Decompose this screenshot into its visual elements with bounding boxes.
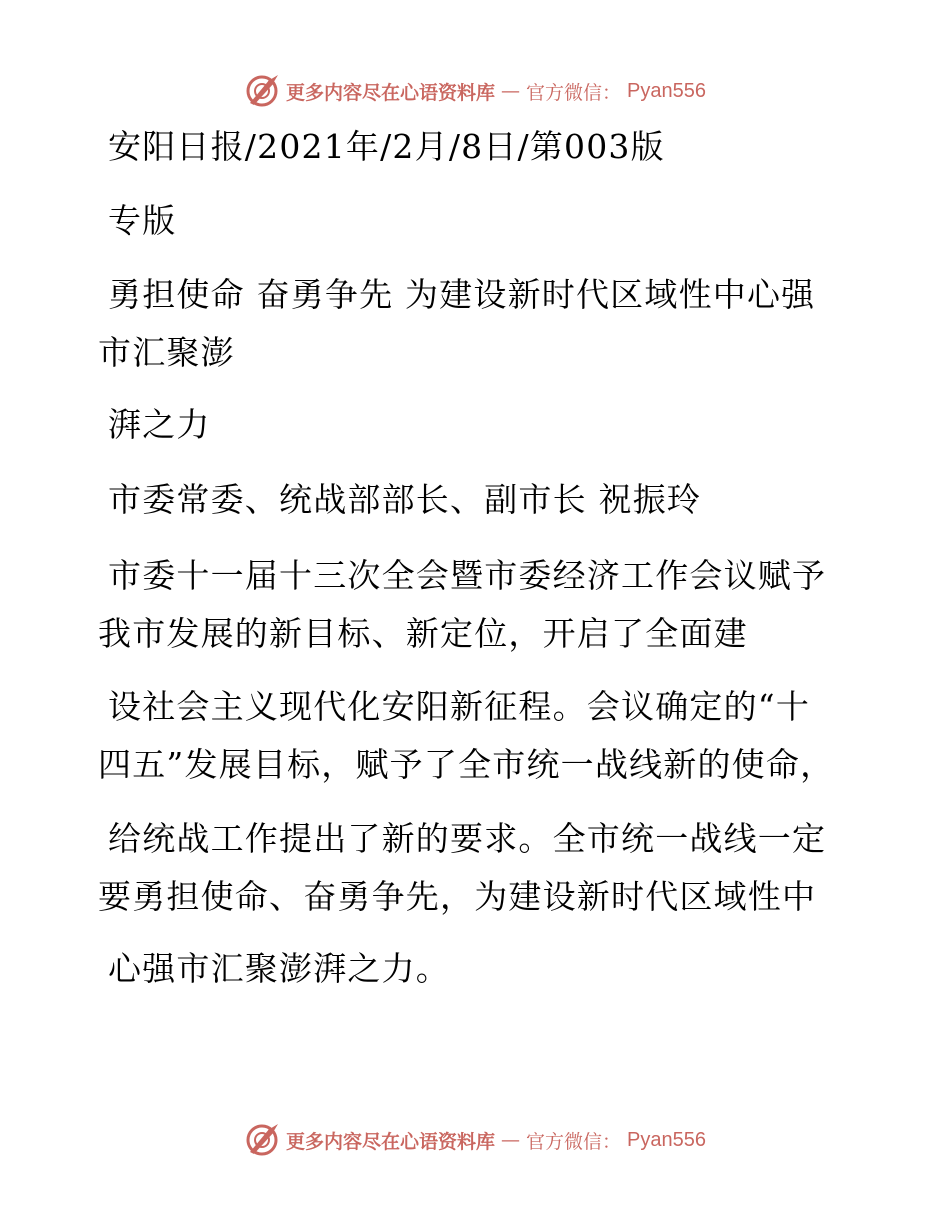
body-line-1: 市委十一届十三次全会暨市委经济工作会议赋予 (108, 556, 827, 595)
body-line-5: 给统战工作提出了新的要求。全市统一战线一定 (108, 819, 827, 858)
watermark-text: 更多内容尽在心语资料库 (286, 1130, 496, 1153)
watermark-text: 更多内容尽在心语资料库 (286, 81, 496, 104)
body-line-7: 心强市汇聚澎湃之力。 (108, 949, 450, 988)
watermark-footer (0, 1120, 950, 1160)
body-line-4: 四五”发展目标，赋予了全市统一战线新的使命， (98, 745, 835, 784)
article-title-line-2: 市汇聚澎 (98, 333, 235, 372)
watermark-dash: — (501, 1129, 521, 1151)
quill-logo-icon (244, 73, 280, 109)
article-title-line-1: 勇担使命 奋勇争先 为建设新时代区域性中心强 (108, 275, 816, 314)
body-line-3: 设社会主义现代化安阳新征程。会议确定的“十 (108, 687, 811, 726)
watermark-official-label: 官方微信： (526, 81, 622, 104)
quill-logo-icon (244, 1122, 280, 1158)
watermark-dash: — (501, 80, 521, 102)
watermark-header (0, 71, 950, 111)
watermark-official-label: 官方微信： (526, 1130, 622, 1153)
body-line-2: 我市发展的新目标、新定位，开启了全面建 (98, 614, 748, 653)
watermark-wechat-id: Pyan556 (627, 1128, 706, 1151)
source-line: 安阳日报/2021年/2月/8日/第003版 (108, 127, 665, 166)
article-title-line-3: 湃之力 (108, 405, 211, 444)
author-line: 市委常委、统战部部长、副市长 祝振玲 (108, 480, 702, 519)
watermark-wechat-id: Pyan556 (627, 79, 706, 102)
section-label: 专版 (108, 201, 177, 240)
body-line-6: 要勇担使命、奋勇争先，为建设新时代区域性中 (98, 877, 817, 916)
